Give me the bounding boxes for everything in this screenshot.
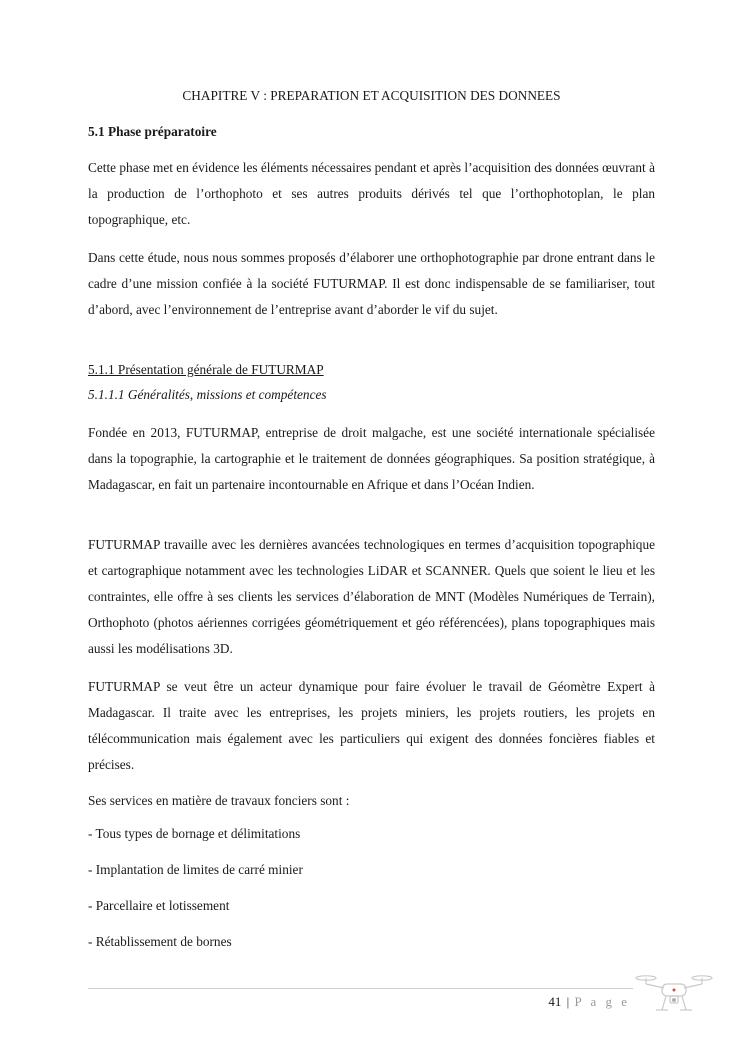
subsection-title: 5.1.1 Présentation générale de FUTURMAP	[88, 362, 324, 377]
footer-divider	[88, 988, 633, 989]
section-title: 5.1 Phase préparatoire	[88, 124, 217, 139]
services-intro: Ses services en matière de travaux fonciers sont :	[88, 793, 350, 808]
list-item: - Tous types de bornage et délimitations	[88, 826, 301, 841]
list-item: - Parcellaire et lotissement	[88, 898, 230, 913]
drone-icon	[634, 964, 714, 1020]
paragraph-5: FUTURMAP se veut être un acteur dynamique pour faire évoluer le travail de Géomètre Expert à Madagascar. Il traite avec les entreprises, les projets miniers, les projets routiers, les projets en télécommunication mais également avec les particuliers qui exigent des données foncières fiables et précises.	[88, 679, 655, 772]
subsubsection-title: 5.1.1.1 Généralités, missions et compétences	[88, 387, 327, 402]
page-footer	[520, 994, 630, 1010]
page-number: 41	[548, 994, 562, 1009]
paragraph-1: Cette phase met en évidence les éléments nécessaires pendant et après l’acquisition des données œuvrant à la production de l’orthophoto et ses autres produits dérivés tel que l’orthophotoplan, le plan topographique, etc.	[88, 160, 655, 227]
page-label: P a g e	[574, 994, 630, 1009]
footer-separator: |	[566, 994, 570, 1009]
paragraph-3: Fondée en 2013, FUTURMAP, entreprise de droit malgache, est une société internationale spécialisée dans la topographie, la cartographie et le traitement de données géographiques. Sa position stratégique, à Madagascar, en fait un partenaire incontournable en Afrique et dans l’Océan Indien.	[88, 425, 655, 492]
paragraph-2: Dans cette étude, nous nous sommes proposés d’élaborer une orthophotographie par drone entrant dans le cadre d’une mission confiée à la société FUTURMAP. Il est donc indispensable de se familiariser, tout d’abord, avec l’environnement de l’entreprise avant d’aborder le vif du sujet.	[88, 250, 655, 317]
chapter-title: CHAPITRE V : PREPARATION ET ACQUISITION DES DONNEES	[182, 88, 561, 103]
paragraph-4: FUTURMAP travaille avec les dernières avancées technologiques en termes d’acquisition topographique et cartographique notamment avec les technologies LiDAR et SCANNER. Quels que soient le lieu et les contraintes, elle offre à ses clients les services d’élaboration de MNT (Modèles Numériques de Terrain), Orthophoto (photos aériennes corrigées géométriquement et géo référencées), plans topographiques mais aussi les modélisations 3D.	[88, 537, 655, 656]
list-item: - Implantation de limites de carré minier	[88, 862, 303, 877]
list-item: - Rétablissement de bornes	[88, 934, 232, 949]
